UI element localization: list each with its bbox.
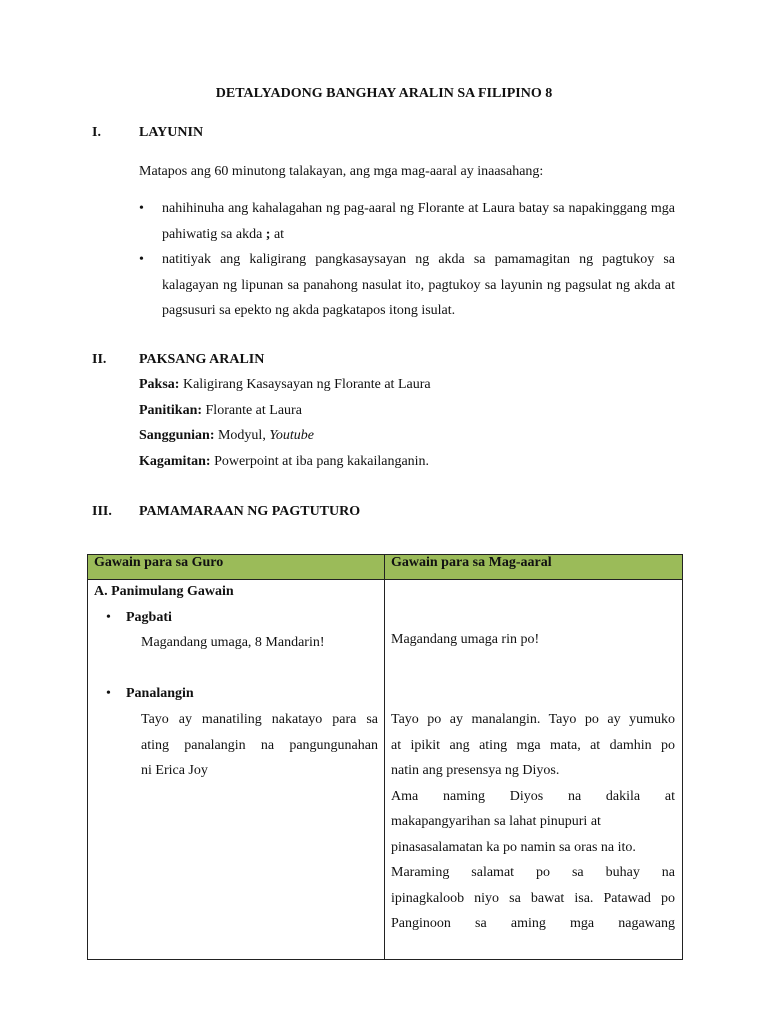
section-2-title: PAKSANG ARALIN: [139, 352, 265, 367]
panalangin-text: Tayo ay manatiling nakatayo para sa ating panalangin na pangungunahan ni Erica Joy: [141, 712, 378, 778]
guro-cell: [88, 580, 385, 960]
objectives-list: [139, 196, 675, 324]
sanggunian-line: Sanggunian: Modyul, Youtube: [139, 428, 314, 443]
objective-item: • nahihinuha ang kahalagahan ng pag-aaral ng Florante at Laura batay sa napakinggang mga pahiwatig sa akda ; at: [139, 196, 675, 247]
section-3-title: PAMAMARAAN NG PAGTUTURO: [139, 504, 361, 519]
panitikan-line: Panitikan: Florante at Laura: [139, 403, 302, 418]
panalangin-label: Panalangin: [126, 686, 194, 701]
section-1-number: I.: [92, 125, 101, 140]
kagamitan-line: Kagamitan: Powerpoint at iba pang kakailanganin.: [139, 454, 430, 469]
header-magaaral: Gawain para sa Mag-aaral: [385, 555, 683, 580]
lesson-table: [87, 554, 683, 960]
pagbati-reply: Magandang umaga rin po!: [391, 632, 540, 647]
document-title: DETALYADONG BANGHAY ARALIN SA FILIPINO 8: [215, 86, 553, 101]
part-a-heading: A. Panimulang Gawain: [94, 584, 234, 599]
bullet-icon: •: [106, 686, 111, 701]
header-guro: Gawain para sa Guro: [88, 555, 385, 580]
panalangin-reply: Tayo po ay manalangin. Tayo po ay yumuko at ipikit ang ating mga mata, at damhin po natin ang presensya ng Diyos. Ama naming Diyos na dakila at makapangyarihan sa lahat pinupuri at pinasasalamatan ka po namin sa oras na ito. Maraming salamat po sa buhay na ipinagkaloob niyo sa bawat isa. Patawad po Panginoon sa aming mga nagawang: [391, 712, 675, 931]
bullet-icon: •: [106, 610, 111, 625]
objective-item: • natitiyak ang kaligirang pangkasaysayan ng akda sa pamamagitan ng pagtukoy sa kalagayan ng lipunan sa panahong nasulat ito, pagtukoy sa layunin ng pagsulat ng akda at pagsusuri sa epekto ng akda pagkatapos itong isulat.: [139, 247, 675, 324]
section-1-title: LAYUNIN: [139, 125, 204, 140]
paksa-line: Paksa: Kaligirang Kasaysayan ng Florante at Laura: [139, 377, 431, 392]
magaaral-cell: [385, 580, 683, 960]
section-2-number: II.: [92, 352, 107, 367]
section-3-number: III.: [92, 504, 112, 519]
section-1-intro: Matapos ang 60 minutong talakayan, ang mga mag-aaral ay inaasahang:: [139, 164, 544, 179]
pagbati-label: Pagbati: [126, 610, 172, 625]
pagbati-text: Magandang umaga, 8 Mandarin!: [141, 635, 325, 650]
